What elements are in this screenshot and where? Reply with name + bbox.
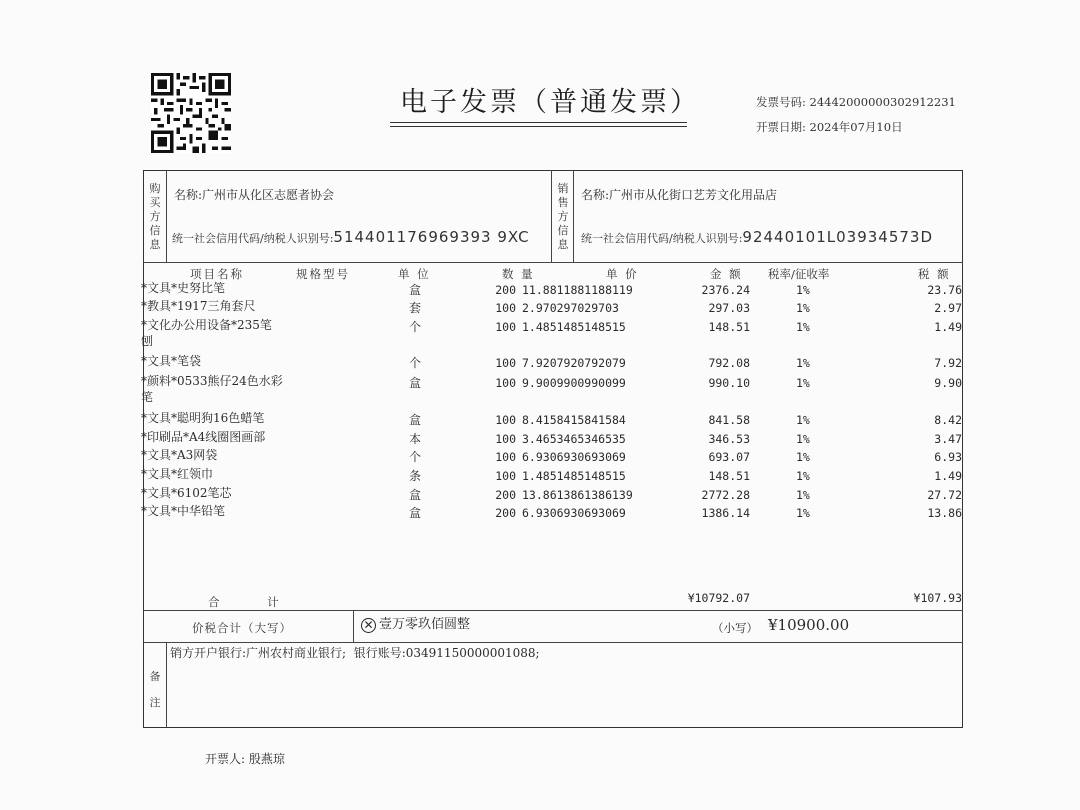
seller-side-label: 销售方信息 — [557, 182, 569, 251]
line-item-unit: 个 — [408, 320, 421, 334]
line-item-rate: 1% — [796, 432, 810, 446]
line-item-tax: 9.90 — [934, 376, 962, 390]
issue-date-label: 开票日期: — [756, 120, 806, 134]
line-item-price: 7.9207920792079 — [522, 356, 626, 370]
line-item-name-continued: 笔 — [141, 390, 154, 404]
col-header-tax: 税 额 — [918, 267, 951, 281]
seller-taxid-value: 92440101L03934573D — [742, 228, 934, 246]
line-item-unit: 盒 — [408, 376, 421, 390]
line-item-tax: 2.97 — [934, 301, 962, 315]
line-item-price: 3.4653465346535 — [522, 432, 626, 446]
line-item-tax: 23.76 — [927, 283, 962, 297]
qr-code — [151, 72, 231, 154]
party-middle-divider — [551, 170, 552, 262]
line-item-amount: 693.07 — [708, 450, 750, 464]
line-item-name: *文具*6102笔芯 — [141, 486, 232, 500]
col-header-price: 单 价 — [606, 267, 639, 281]
line-item-unit: 盒 — [408, 506, 421, 520]
line-item-tax: 13.86 — [927, 506, 962, 520]
line-item-tax: 3.47 — [934, 432, 962, 446]
line-item-amount: 792.08 — [708, 356, 750, 370]
seller-name — [581, 186, 777, 203]
line-item-qty: 200 — [495, 283, 516, 297]
issuer-name: 殷燕琼 — [248, 752, 285, 766]
grand-total-label: 价税合计（大写） — [192, 621, 292, 635]
line-item-qty: 100 — [495, 432, 516, 446]
line-item-qty: 200 — [495, 488, 516, 502]
line-item-amount: 841.58 — [708, 413, 750, 427]
line-item-amount: 2772.28 — [701, 488, 750, 502]
line-item-name: *文具*笔袋 — [141, 354, 202, 368]
cross-circle-icon: ✕ — [361, 618, 376, 633]
grand-total-small-label: （小写） — [712, 621, 758, 635]
line-item-rate: 1% — [796, 488, 810, 502]
line-item-amount: 1386.14 — [701, 506, 750, 520]
grand-total-amount: ¥10900.00 — [768, 616, 850, 634]
line-item-price: 1.4851485148515 — [522, 320, 626, 334]
line-item-tax: 27.72 — [927, 488, 962, 502]
line-item-unit: 个 — [408, 356, 421, 370]
line-item-amount: 148.51 — [708, 320, 750, 334]
buyer-name — [174, 186, 334, 203]
line-item-amount: 990.10 — [708, 376, 750, 390]
remarks-label-divider — [166, 642, 167, 728]
line-item-name: *文具*聪明狗16色蜡笔 — [141, 411, 265, 425]
line-item-price: 9.9009900990099 — [522, 376, 626, 390]
line-item-name: *教具*1917三角套尺 — [141, 299, 256, 313]
line-item-name-continued: 刨 — [141, 334, 154, 348]
line-item-unit: 条 — [408, 469, 421, 483]
buyer-label-divider — [166, 170, 167, 262]
line-item-price: 6.9306930693069 — [522, 506, 626, 520]
grand-total-words: 壹万零玖佰圆整 — [379, 617, 471, 632]
line-item-rate: 1% — [796, 450, 810, 464]
line-item-amount: 346.53 — [708, 432, 750, 446]
seller-label-divider — [573, 170, 574, 262]
buyer-taxid — [172, 228, 530, 246]
line-item-rate: 1% — [796, 469, 810, 483]
line-item-tax: 1.49 — [934, 469, 962, 483]
line-item-price: 6.9306930693069 — [522, 450, 626, 464]
line-item-tax: 6.93 — [934, 450, 962, 464]
title-underline — [390, 126, 687, 127]
line-item-amount: 2376.24 — [701, 283, 750, 297]
buyer-name-label: 名称: — [174, 188, 203, 202]
line-item-name: *文具*A3网袋 — [141, 448, 218, 462]
line-item-tax: 8.42 — [934, 413, 962, 427]
col-header-item: 项目名称 — [190, 267, 244, 281]
party-section-divider — [143, 262, 963, 263]
line-item-qty: 100 — [495, 301, 516, 315]
issuer — [205, 751, 285, 767]
remarks-side-label: 备注 — [149, 670, 161, 709]
line-item-rate: 1% — [796, 301, 810, 315]
line-item-unit: 本 — [408, 432, 421, 446]
col-header-qty: 数 量 — [502, 267, 535, 281]
grand-total-divider — [353, 610, 354, 642]
line-item-tax: 1.49 — [934, 320, 962, 334]
line-item-rate: 1% — [796, 506, 810, 520]
line-item-unit: 个 — [408, 450, 421, 464]
line-item-price: 8.4158415841584 — [522, 413, 626, 427]
invoice-number — [756, 94, 956, 110]
buyer-taxid-value: 514401176969393 9XC — [333, 228, 530, 246]
subtotal-tax: ¥107.93 — [913, 591, 962, 605]
line-item-unit: 盒 — [408, 283, 421, 297]
col-header-amount: 金 额 — [710, 267, 743, 281]
line-item-amount: 297.03 — [708, 301, 750, 315]
col-header-unit: 单 位 — [398, 267, 431, 281]
line-item-qty: 100 — [495, 413, 516, 427]
line-item-name: *文具*红领巾 — [141, 467, 214, 481]
seller-name-label: 名称: — [581, 188, 610, 202]
line-item-price: 11.8811881188119 — [522, 283, 633, 297]
buyer-name-value: 广州市从化区志愿者协会 — [202, 188, 335, 202]
line-item-qty: 200 — [495, 506, 516, 520]
invoice-number-label: 发票号码: — [756, 95, 806, 109]
line-item-unit: 盒 — [408, 488, 421, 502]
subtotal-label: 合 计 — [208, 595, 281, 609]
line-item-amount: 148.51 — [708, 469, 750, 483]
line-item-price: 2.970297029703 — [522, 301, 619, 315]
col-header-rate: 税率/征收率 — [768, 267, 830, 281]
line-item-unit: 盒 — [408, 413, 421, 427]
invoice-number-value: 24442000000302912231 — [809, 95, 956, 109]
line-item-rate: 1% — [796, 283, 810, 297]
seller-name-value: 广州市从化街口艺芳文化用品店 — [609, 188, 778, 202]
line-item-qty: 100 — [495, 320, 516, 334]
line-item-rate: 1% — [796, 356, 810, 370]
line-item-name: *印刷品*A4线圈图画部 — [141, 430, 266, 444]
line-item-rate: 1% — [796, 413, 810, 427]
line-item-name: *颜料*0533熊仔24色水彩 — [141, 374, 283, 388]
line-item-name: *文具*中华铅笔 — [141, 504, 226, 518]
line-item-rate: 1% — [796, 320, 810, 334]
buyer-side-label: 购买方信息 — [149, 182, 161, 251]
grand-total-bottom-line — [143, 642, 963, 643]
line-item-rate: 1% — [796, 376, 810, 390]
issuer-label: 开票人: — [205, 752, 246, 766]
line-item-tax: 7.92 — [934, 356, 962, 370]
title-underline — [390, 122, 687, 123]
line-item-name: *文化办公用设备*235笔 — [141, 318, 272, 332]
subtotal-amount: ¥10792.07 — [687, 591, 750, 605]
line-item-unit: 套 — [408, 301, 421, 315]
seller-taxid — [581, 228, 933, 246]
invoice-title: 电子发票（普通发票） — [400, 87, 700, 118]
issue-date-value: 2024年07月10日 — [809, 120, 903, 134]
line-item-qty: 100 — [495, 450, 516, 464]
line-item-qty: 100 — [495, 376, 516, 390]
col-header-spec: 规格型号 — [296, 267, 350, 281]
remarks-text: 销方开户银行:广州农村商业银行; 银行账号:03491150000001088; — [170, 646, 540, 660]
line-item-price: 1.4851485148515 — [522, 469, 626, 483]
issue-date — [756, 119, 903, 135]
line-item-price: 13.8613861386139 — [522, 488, 633, 502]
grand-total-top-line — [143, 610, 963, 611]
line-item-qty: 100 — [495, 356, 516, 370]
line-item-qty: 100 — [495, 469, 516, 483]
line-item-name: *文具*史努比笔 — [141, 281, 226, 295]
seller-taxid-label: 统一社会信用代码/纳税人识别号: — [581, 232, 743, 245]
buyer-taxid-label: 统一社会信用代码/纳税人识别号: — [172, 232, 334, 245]
